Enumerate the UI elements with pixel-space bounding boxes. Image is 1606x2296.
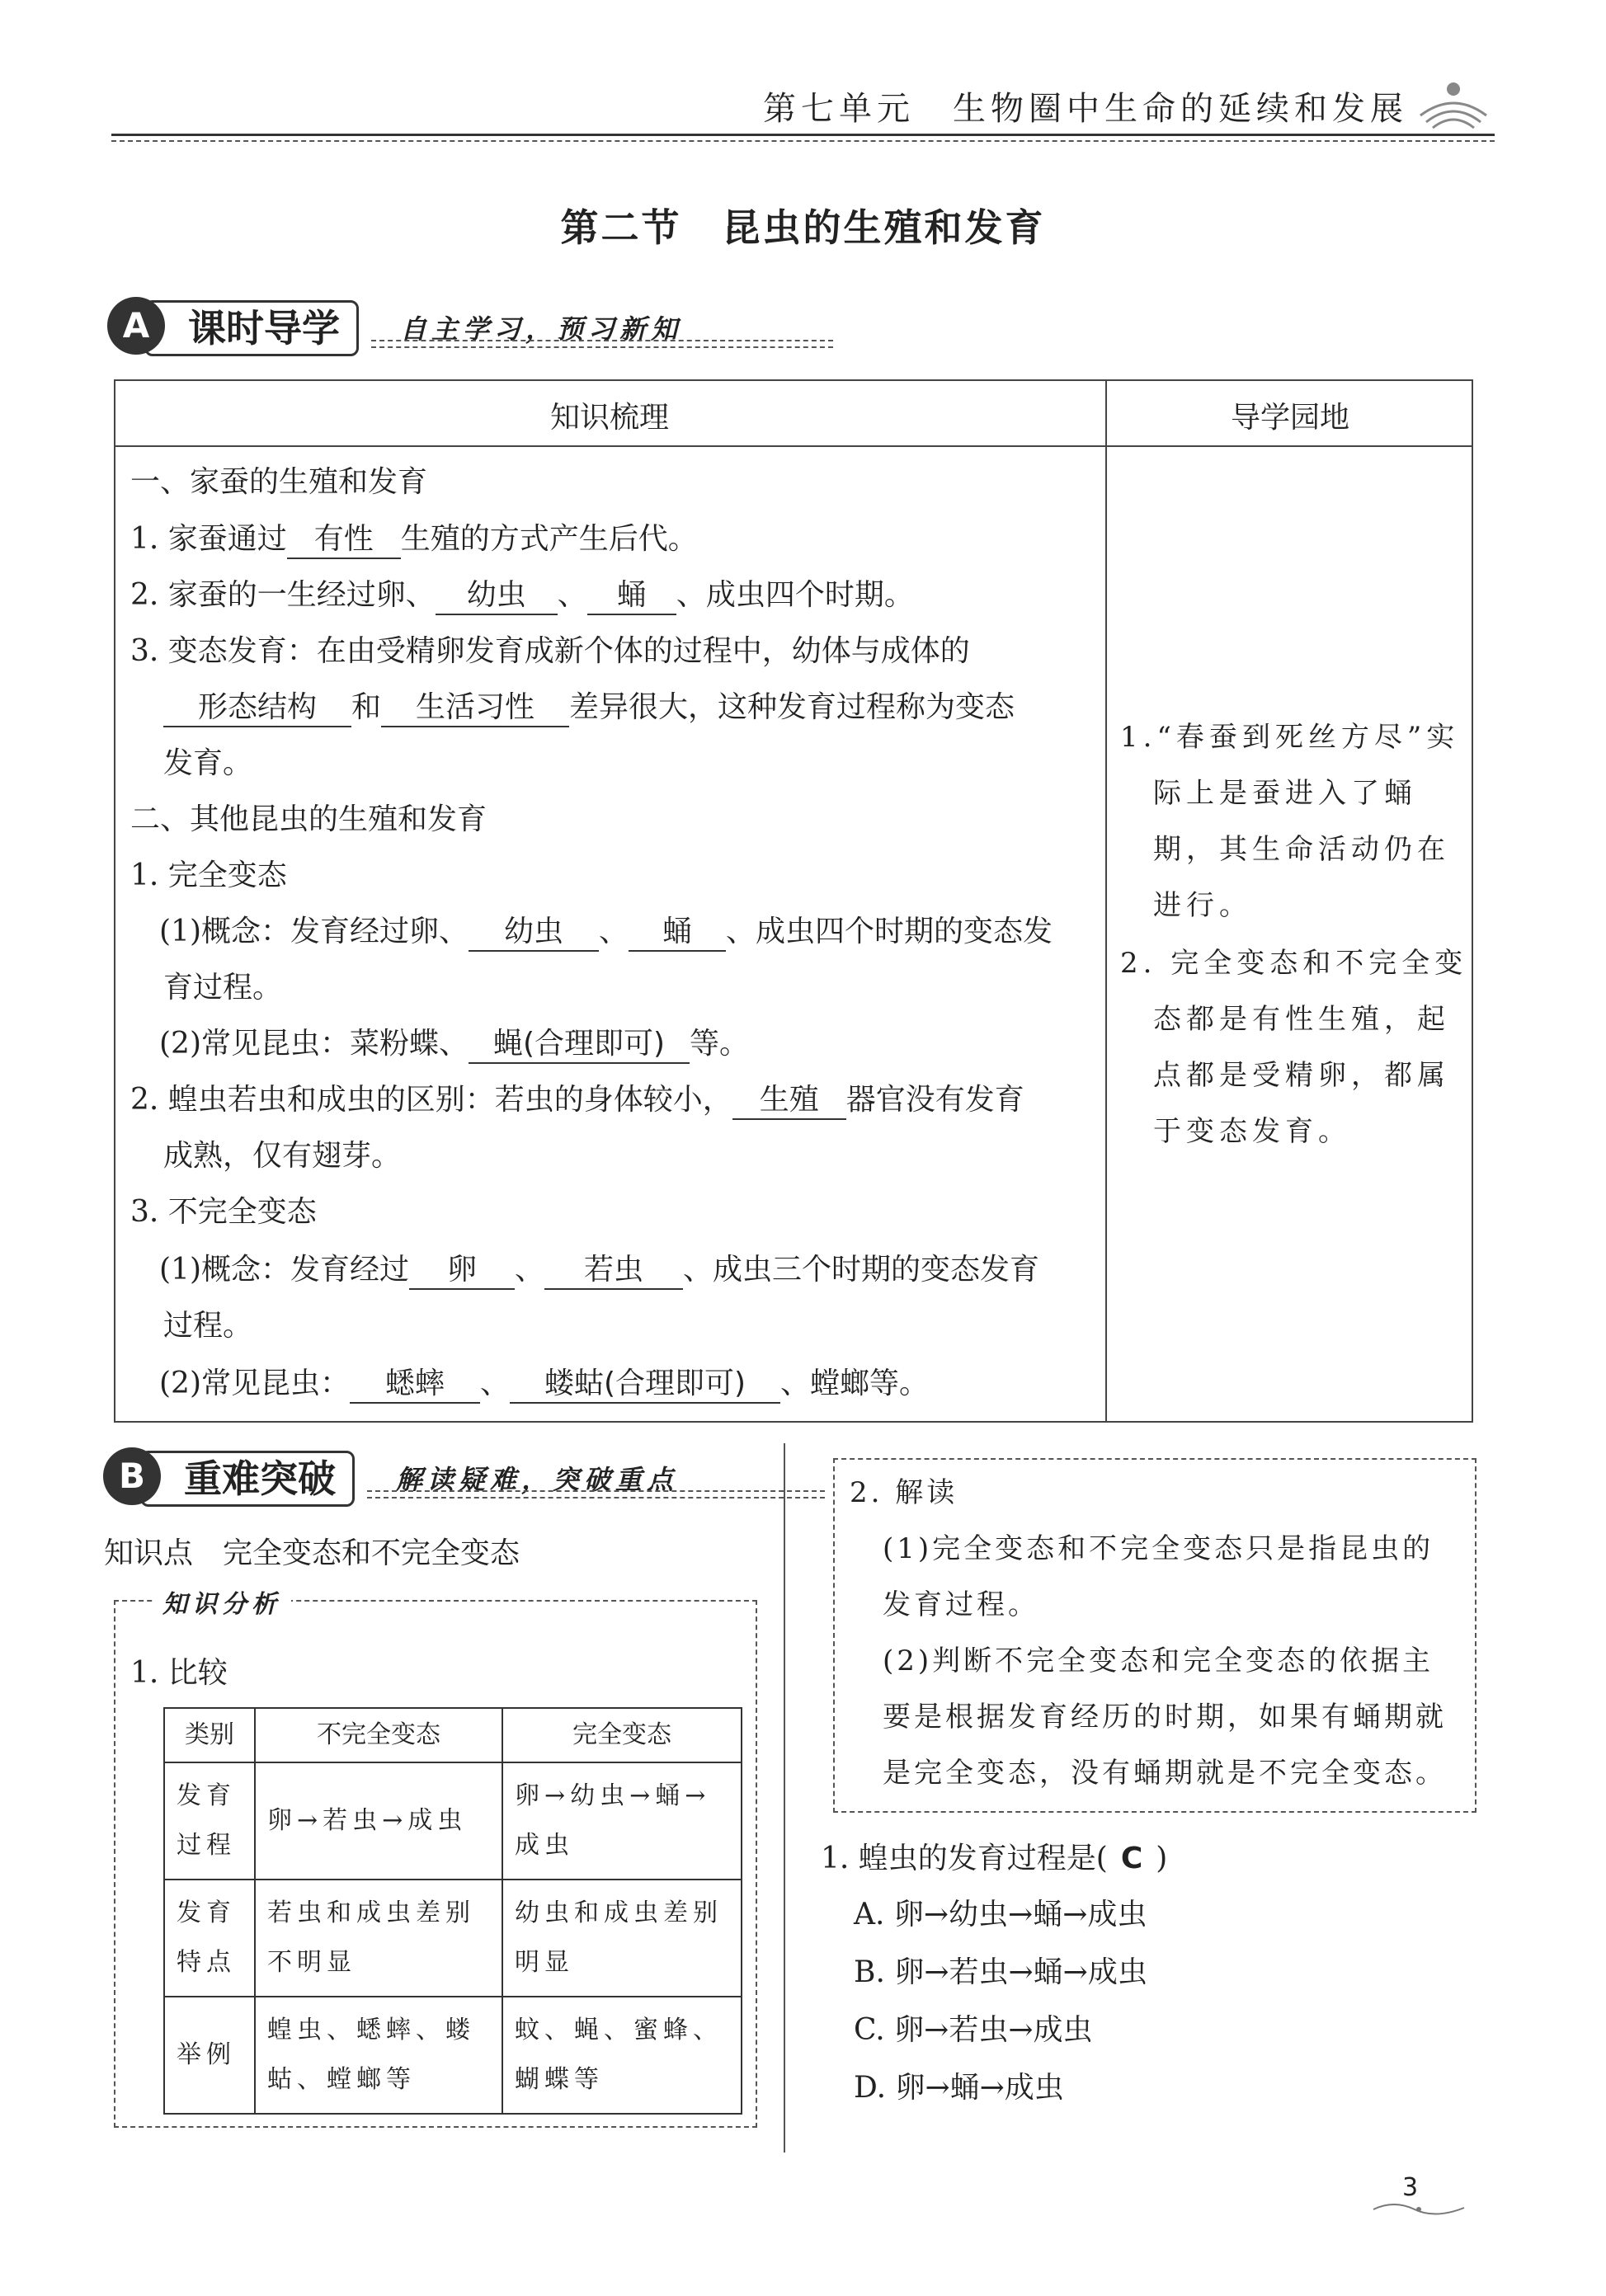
compare-label: 1. 比较: [130, 1656, 228, 1690]
cell-incomplete: 卵→若虫→成虫: [255, 1762, 502, 1880]
line-15: (2)常见昆虫： 蟋蟀 、 蝼蛄(合理即可) 、螳螂等。: [159, 1366, 929, 1404]
banner-a-dash2: [371, 346, 833, 348]
line-7: (1)概念：发育经过卵、 幼虫 、 蛹 、成虫四个时期的变态发: [159, 914, 1053, 952]
col-head-guide: 导学园地: [1230, 401, 1349, 435]
answer-reproductive: 生殖: [732, 1082, 846, 1120]
reading-p2: 发育过程。: [883, 1588, 1039, 1621]
reading-title: 2. 解读: [850, 1476, 958, 1509]
answer-fly: 蝇(合理即可): [469, 1026, 690, 1064]
heading-other-insects: 二、其他昆虫的生殖和发育: [130, 802, 487, 836]
answer-habits: 生活习性: [381, 689, 569, 727]
knowledge-point: 知识点 完全变态和不完全变态: [104, 1536, 520, 1570]
line-12: 3. 不完全变态: [130, 1195, 317, 1229]
answer-pupa-2: 蛹: [629, 914, 726, 952]
option-d: D. 卵→蛹→成虫: [854, 2071, 1064, 2105]
answer-larva: 幼虫: [436, 577, 558, 615]
cell-category: 发育特点: [164, 1880, 255, 1997]
question-stem: 1. 蝗虫的发育过程是( C ): [821, 1842, 1168, 1875]
line-8: 育过程。: [163, 971, 283, 1004]
col-head-knowledge: 知识梳理: [549, 401, 669, 435]
line-13: (1)概念：发育经过 卵 、 若虫 、成虫三个时期的变态发育: [159, 1252, 1039, 1290]
answer-morphology: 形态结构: [163, 689, 351, 727]
banner-b-subtitle: 解读疑难，突破重点: [396, 1464, 679, 1495]
line-2: 2. 家蚕的一生经过卵、 幼虫 、 蛹 、成虫四个时期。: [130, 577, 914, 615]
reading-p3: (2)判断不完全变态和完全变态的依据主: [883, 1644, 1434, 1677]
question-answer: C: [1120, 1842, 1143, 1875]
guide-6: 态都是有性生殖，起: [1153, 1003, 1450, 1036]
heading-silkworm: 一、家蚕的生殖和发育: [130, 465, 428, 499]
option-c: C. 卵→若虫→成虫: [854, 2013, 1093, 2047]
header-dashed-rule: [111, 140, 1495, 142]
unit-title: 第七单元 生物圈中生命的延续和发展: [763, 90, 1408, 128]
flourish-icon: [1369, 2198, 1468, 2218]
cell-complete: 卵→幼虫→蛹→成虫: [502, 1762, 742, 1880]
banner-b-letter: B: [103, 1447, 161, 1505]
table-row: [164, 1762, 742, 1880]
th-category: 类别: [164, 1708, 255, 1762]
banner-a-letter: A: [107, 297, 165, 355]
header-divider: [114, 445, 1473, 447]
option-a: A. 卵→幼虫→蛹→成虫: [854, 1898, 1147, 1931]
line-11: 成熟，仅有翅芽。: [163, 1139, 402, 1173]
page-number: 3: [1402, 2173, 1419, 2202]
line-6: 1. 完全变态: [130, 859, 287, 892]
column-divider-b: [784, 1443, 785, 2152]
answer-larva-2: 幼虫: [469, 914, 599, 952]
answer-nymph: 若虫: [544, 1252, 683, 1290]
banner-a: [107, 297, 751, 355]
line-1: 1. 家蚕通过 有性 生殖的方式产生后代。: [130, 521, 698, 559]
analysis-title: 知识分析: [153, 1583, 291, 1620]
answer-sexual: 有性: [287, 521, 401, 559]
answer-egg: 卵: [409, 1252, 515, 1290]
column-divider: [1105, 379, 1107, 1423]
guide-4: 进行。: [1153, 889, 1252, 922]
cell-incomplete: 若虫和成虫差别不明显: [255, 1880, 502, 1997]
reading-p4: 要是根据发育经历的时期，如果有蛹期就: [883, 1701, 1447, 1734]
table-header-row: [164, 1708, 742, 1762]
section-title: 第二节 昆虫的生殖和发育: [560, 205, 1046, 250]
answer-cricket: 蟋蟀: [350, 1366, 480, 1404]
answer-mole-cricket: 蝼蛄(合理即可): [510, 1366, 780, 1404]
reading-p5: 是完全变态，没有蛹期就是不完全变态。: [883, 1757, 1447, 1790]
guide-7: 点都是受精卵，都属: [1153, 1059, 1450, 1092]
cell-complete: 蚊、蝇、蜜蜂、蝴蝶等: [502, 1997, 742, 2114]
cell-complete: 幼虫和成虫差别明显: [502, 1880, 742, 1997]
comparison-table: [163, 1707, 742, 2115]
guide-2: 际上是蚕进入了蛹: [1153, 777, 1417, 810]
cell-category: 发育过程: [164, 1762, 255, 1880]
guide-1: 1.“春蚕到死丝方尽”实: [1120, 721, 1460, 754]
line-9: (2)常见昆虫：菜粉蝶、 蝇(合理即可) 等。: [159, 1026, 749, 1064]
th-incomplete: 不完全变态: [255, 1708, 502, 1762]
line-4: 形态结构 和 生活习性 差异很大，这种发育过程称为变态: [163, 689, 1015, 727]
guide-8: 于变态发育。: [1153, 1115, 1351, 1148]
line-5: 发育。: [163, 746, 253, 780]
leaf-ornament-icon: [1416, 74, 1491, 132]
th-complete: 完全变态: [502, 1708, 742, 1762]
guide-3: 期，其生命活动仍在: [1153, 833, 1450, 866]
option-b: B. 卵→若虫→蛹→成虫: [854, 1955, 1147, 1989]
line-14: 过程。: [163, 1309, 253, 1343]
banner-a-dash: [371, 340, 833, 341]
table-row: [164, 1880, 742, 1997]
line-3: 3. 变态发育：在由受精卵发育成新个体的过程中，幼体与成体的: [130, 634, 970, 668]
answer-pupa: 蛹: [587, 577, 676, 615]
banner-b-dash: [367, 1490, 825, 1492]
banner-b-title: 重难突破: [140, 1451, 355, 1507]
banner-a-subtitle: 自主学习，预习新知: [400, 313, 683, 345]
banner-b-dash2: [367, 1497, 825, 1499]
line-10: 2. 蝗虫若虫和成虫的区别：若虫的身体较小， 生殖 器官没有发育: [130, 1082, 1024, 1120]
guide-5: 2. 完全变态和不完全变: [1120, 947, 1468, 980]
table-row: [164, 1997, 742, 2114]
banner-a-title: 课时导学: [144, 300, 359, 356]
reading-p1: (1)完全变态和不完全变态只是指昆虫的: [883, 1532, 1434, 1565]
banner-b: [103, 1447, 738, 1505]
cell-category: 举例: [164, 1997, 255, 2114]
header-rule: [111, 134, 1495, 136]
cell-incomplete: 蝗虫、蟋蟀、蝼蛄、螳螂等: [255, 1997, 502, 2114]
